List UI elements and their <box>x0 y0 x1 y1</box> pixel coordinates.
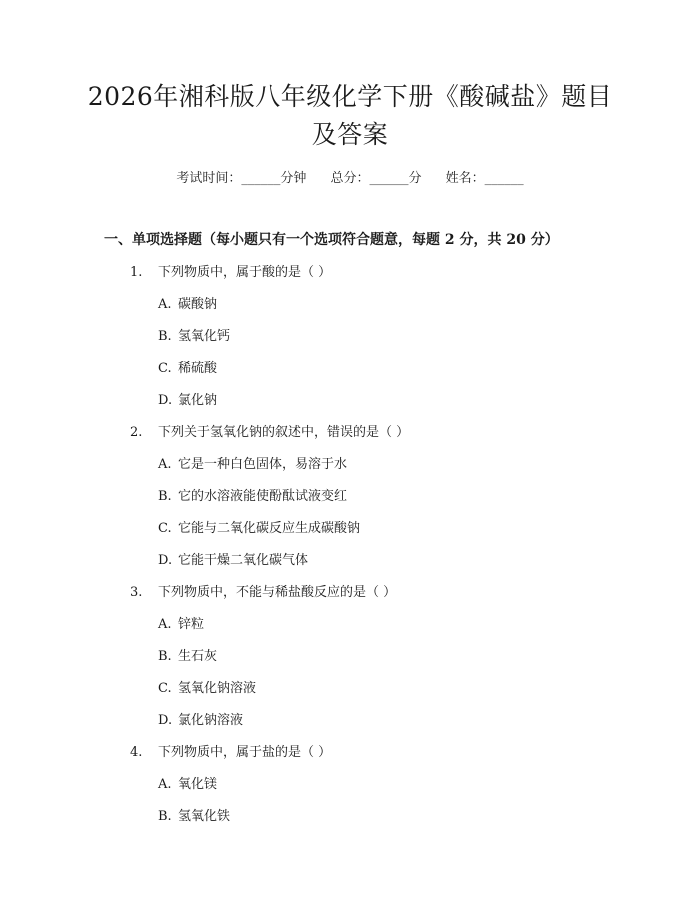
question-number: 3. <box>130 585 143 600</box>
option <box>158 677 256 696</box>
option <box>158 549 308 568</box>
option <box>158 517 360 536</box>
option-letter: C. <box>158 361 172 376</box>
option-text: 氯化钠溶液 <box>178 713 244 728</box>
option-text: 它能与二氧化碳反应生成碳酸钠 <box>178 521 361 536</box>
option <box>158 709 243 728</box>
option <box>158 357 217 376</box>
question-number: 4. <box>130 745 143 760</box>
option-text: 氢氧化钙 <box>178 329 231 344</box>
option-letter: B. <box>158 329 172 344</box>
section-title: 一、单项选择题（每小题只有一个选项符合题意，每题 2 分，共 20 分） <box>104 232 559 248</box>
question-text: 下列物质中，不能与稀盐酸反应的是（ ） <box>158 585 397 600</box>
option-text: 它能干燥二氧化碳气体 <box>178 553 309 568</box>
option-text: 氧化镁 <box>178 777 218 792</box>
option-letter: B. <box>158 649 172 664</box>
option-letter: A. <box>158 617 172 632</box>
option-letter: A. <box>158 777 172 792</box>
option <box>158 645 217 664</box>
question-number: 1. <box>130 265 143 280</box>
question-number: 2. <box>130 425 143 440</box>
option-text: 锌粒 <box>178 617 205 632</box>
option-letter: D. <box>158 393 173 408</box>
option-text: 碳酸钠 <box>178 297 218 312</box>
option <box>158 485 347 504</box>
option <box>158 805 230 824</box>
option-text: 稀硫酸 <box>178 361 218 376</box>
option-letter: B. <box>158 809 172 824</box>
option-letter: C. <box>158 521 172 536</box>
option-text: 它是一种白色固体，易溶于水 <box>178 457 348 472</box>
exam-meta <box>0 167 700 186</box>
option <box>158 293 217 312</box>
question-3 <box>130 581 396 600</box>
option-text: 氯化钠 <box>178 393 218 408</box>
question-text: 下列关于氢氧化钠的叙述中，错误的是（ ） <box>158 425 410 440</box>
option-text: 生石灰 <box>178 649 218 664</box>
option-letter: D. <box>158 553 173 568</box>
question-text: 下列物质中，属于酸的是（ ） <box>158 265 332 280</box>
option-text: 氢氧化铁 <box>178 809 231 824</box>
option <box>158 389 217 408</box>
question-1 <box>130 261 331 280</box>
option-letter: B. <box>158 489 172 504</box>
question-4 <box>130 741 331 760</box>
option <box>158 325 230 344</box>
option-letter: A. <box>158 297 172 312</box>
option-letter: A. <box>158 457 172 472</box>
option-text: 氢氧化钠溶液 <box>178 681 257 696</box>
option-text: 它的水溶液能使酚酞试液变红 <box>178 489 348 504</box>
option <box>158 773 217 792</box>
exam-total-score: 总分：______分 <box>330 171 422 186</box>
student-name: 姓名：______ <box>445 171 524 186</box>
option <box>158 613 204 632</box>
question-text: 下列物质中，属于盐的是（ ） <box>158 745 332 760</box>
option-letter: C. <box>158 681 172 696</box>
document-title: 2026年湘科版八年级化学下册《酸碱盐》题目及答案 <box>87 82 613 149</box>
option-letter: D. <box>158 713 173 728</box>
option <box>158 453 347 472</box>
question-2 <box>130 421 409 440</box>
exam-time: 考试时间：______分钟 <box>176 171 307 186</box>
